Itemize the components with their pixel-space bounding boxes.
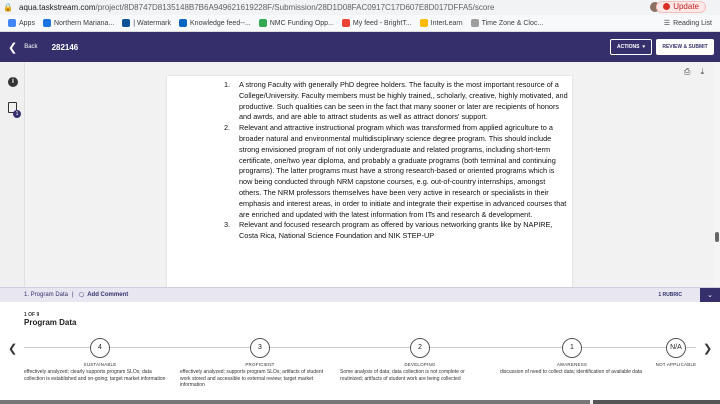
collapse-panel-icon[interactable]: ⌄ bbox=[700, 288, 720, 303]
info-icon[interactable]: i bbox=[8, 77, 18, 87]
bookmark-time-zone[interactable]: Time Zone & Cloc... bbox=[471, 19, 544, 27]
update-dot-icon bbox=[663, 3, 670, 10]
document-page bbox=[167, 76, 572, 287]
level-description: effectively analyzed; clearly supports program SLOs; data collection is established and on-going; target market information bbox=[24, 369, 166, 382]
actions-button[interactable]: ACTIONS ▾ bbox=[610, 39, 652, 55]
prev-arrow-icon[interactable]: ❮ bbox=[8, 343, 18, 355]
bookmark-my-feed[interactable]: My feed - BrightT... bbox=[342, 19, 412, 27]
panel-tab-bar bbox=[0, 287, 720, 302]
list-item: 1. A strong Faculty with generally PhD degree holders. The faculty is the most important resource of a College/University. Faculty members must be highly trained,, scholarly, creative, highly motivated, and productive. Such qualities can be seen in the fact that many sooner or later are recipients of honors and awrds, and are able to attract students as well as attract donors' support. bbox=[224, 80, 568, 122]
level-description: effectively analyzed; supports program SLOs; artifacts of student work stored and accessible to external review; target market information bbox=[180, 369, 324, 388]
reading-list[interactable]: ☰ Reading List bbox=[663, 19, 712, 27]
submission-id: 282146 bbox=[51, 42, 79, 52]
rubric-counter: 1 OF 9 bbox=[24, 312, 40, 318]
scrollbar-thumb[interactable] bbox=[715, 232, 719, 242]
bookmark-interlearn[interactable]: InterLearn bbox=[420, 19, 463, 27]
comment-icon: 🗨 bbox=[77, 292, 86, 299]
horizontal-scrollbar[interactable] bbox=[0, 400, 720, 404]
rubric-title: Program Data bbox=[24, 318, 77, 327]
level-not-applicable[interactable]: N/A NOT APPLICABLE bbox=[616, 338, 720, 367]
next-arrow-icon[interactable]: ❯ bbox=[703, 343, 713, 355]
print-icon[interactable]: ⎙ bbox=[684, 67, 691, 76]
url-field[interactable]: aqua.taskstream.com/project/8D8747D8135148B7B6A949621619228F/Submission/28D1D08FAC0917C17D607E8D017DFFA5/score bbox=[19, 3, 495, 12]
bookmark-knowledge-feed[interactable]: Knowledge feed--... bbox=[179, 19, 251, 27]
lock-icon: 🔒 bbox=[3, 3, 13, 12]
tab-separator: | bbox=[72, 292, 74, 298]
bookmarks-bar bbox=[0, 15, 720, 32]
viewer-toolbar bbox=[684, 67, 704, 77]
document-viewer bbox=[25, 62, 720, 287]
level-developing[interactable]: 2 DEVELOPING bbox=[360, 338, 480, 367]
review-submit-button[interactable]: REVIEW & SUBMIT bbox=[656, 39, 714, 55]
scrollbar-thumb[interactable] bbox=[0, 400, 590, 404]
level-sustainable[interactable]: 4 SUSTAINABLE bbox=[40, 338, 160, 367]
list-item: 2. Relevant and attractive instructional program which was transformed from applied agriculture to a broader natural and environmental multidisciplinary science degree program. This should include strong envisioned program of not only undergraduate and related programs, including short-term certificate, one/two year diploma, and probably a graduate programs (both terminal and continuing programs). The latter programs must have a strong research-based or oriented programs which is now being conducted through NRM capstone courses, e.g. out-of-country internships, amongst others. The NRM professors themselves have been very active in research or specialists in their emphasis and interest areas, in order to initiate and integrate their expertise in advanced courses that are enriched and updated with the latest information from ITs and research & development. bbox=[224, 123, 567, 219]
level-awareness[interactable]: 1 AWARENESS bbox=[512, 338, 632, 367]
level-description: discussion of need to collect data; identification of available data bbox=[500, 369, 643, 375]
document-list bbox=[224, 80, 569, 242]
download-icon[interactable]: ⤓ bbox=[700, 67, 704, 76]
bookmark-nmc-funding[interactable]: NMC Funding Opp... bbox=[259, 19, 334, 27]
bookmark-northern-mariana[interactable]: Northern Mariana... bbox=[43, 19, 114, 27]
vertical-scrollbar[interactable] bbox=[714, 62, 720, 287]
reading-list-icon: ☰ bbox=[663, 20, 671, 27]
list-item: 3. Relevant and focused research program as offered by various networking grants like by NAPIRE, Costa Rica, National Science Foundation and NIK STEP-UP bbox=[224, 220, 553, 241]
left-rail bbox=[0, 62, 25, 287]
rubric-count: 1 RUBRIC bbox=[658, 292, 682, 298]
app-header bbox=[0, 32, 720, 62]
back-arrow-icon[interactable]: ❮ bbox=[8, 41, 18, 54]
caret-down-icon: ▾ bbox=[642, 44, 645, 50]
tab-program-data[interactable]: 1. Program Data bbox=[24, 292, 69, 298]
scrollbar-track-end bbox=[593, 400, 720, 404]
update-button[interactable]: Update bbox=[656, 1, 706, 13]
bookmark-watermark[interactable]: | Watermark bbox=[122, 19, 171, 27]
add-comment-button[interactable]: Add Comment bbox=[87, 292, 129, 298]
back-link[interactable]: Back bbox=[24, 44, 38, 50]
bookmark-apps[interactable]: Apps bbox=[8, 19, 35, 27]
level-proficient[interactable]: 3 PROFICIENT bbox=[200, 338, 320, 367]
rubric-panel bbox=[0, 302, 720, 404]
browser-address-bar bbox=[0, 0, 720, 15]
level-description: Some analysis of data; data collection is not complete or routinized; artifacts of student work are being collected bbox=[340, 369, 465, 382]
file-count-badge: 1 bbox=[13, 110, 21, 118]
